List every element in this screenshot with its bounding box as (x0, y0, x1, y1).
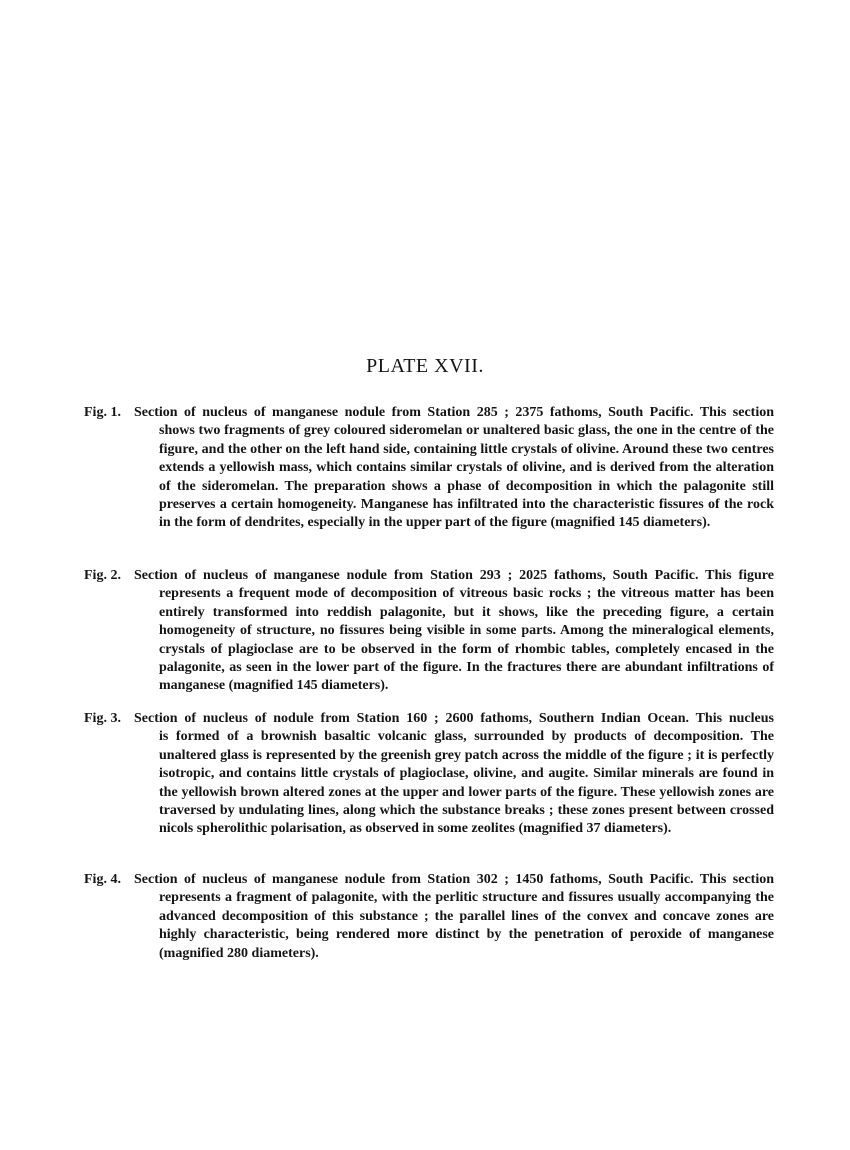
figure-label: Fig. 1. (84, 405, 121, 420)
figure-body-text: represents a fragment of palagonite, with the perlitic structure and fissures usually accompanying the advanced decomposition of this substance ; the parallel lines of the convex and concave zones are highly characteristic, being rendered more distinct by the penetration of peroxide of manganese (magnified 280 diameters). (159, 890, 774, 961)
figure-body-text: is formed of a brownish basaltic volcanic glass, surrounded by products of decomposition. The unaltered glass is represented by the greenish grey patch across the middle of the figure ; it is perfectly isotropic, and contains little crystals of plagioclase, olivine, and augite. Similar minerals are found in the yellowish brown altered zones at the upper and lower parts of the figure. These yellowish zones are traversed by undulating lines, along which the substance breaks ; these zones present between crossed nicols spherolithic polarisation, as observed in some zeolites (magnified 37 diameters). (159, 729, 774, 837)
figure-label: Fig. 4. (84, 872, 121, 887)
figure-body-text: represents a frequent mode of decomposition of vitreous basic rocks ; the vitreous matter has been entirely transformed into reddish palagonite, but it shows, like the preceding figure, a certain homogeneity of structure, no fissures being visible in some parts. Among the mineralogical elements, crystals of plagioclase are to be observed in the form of rhombic tables, completely encased in the palagonite, as seen in the lower part of the figure. In the fractures there are abundant infiltrations of manganese (magnified 145 diameters). (159, 586, 774, 694)
figure-label: Fig. 2. (84, 568, 121, 583)
figure-body-text: shows two fragments of grey coloured sideromelan or unaltered basic glass, the one in the centre of the figure, and the other on the left hand side, containing little crystals of olivine. Around these two centres extends a yellowish mass, which contains similar crystals of olivine, and is derived from the alteration of the sideromelan. The preparation shows a phase of decomposition in which the palagonite still preserves a certain homogeneity. Manganese has infiltrated into the characteristic fissures of the rock in the form of dendrites, especially in the upper part of the figure (magnified 145 diameters). (159, 423, 774, 531)
figure-first-line: Section of nucleus of nodule from Station 160 ; 2600 fathoms, Southern Indian Ocean. This nucleus (134, 711, 774, 726)
figure-first-line: Section of nucleus of manganese nodule from Station 285 ; 2375 fathoms, South Pacific. This section (134, 405, 774, 420)
figure-label: Fig. 3. (84, 711, 121, 726)
figure-first-line: Section of nucleus of manganese nodule from Station 293 ; 2025 fathoms, South Pacific. This figure (134, 568, 774, 583)
figure-first-line: Section of nucleus of manganese nodule from Station 302 ; 1450 fathoms, South Pacific. This section (134, 872, 774, 887)
plate-title: PLATE XVII. (366, 355, 484, 377)
